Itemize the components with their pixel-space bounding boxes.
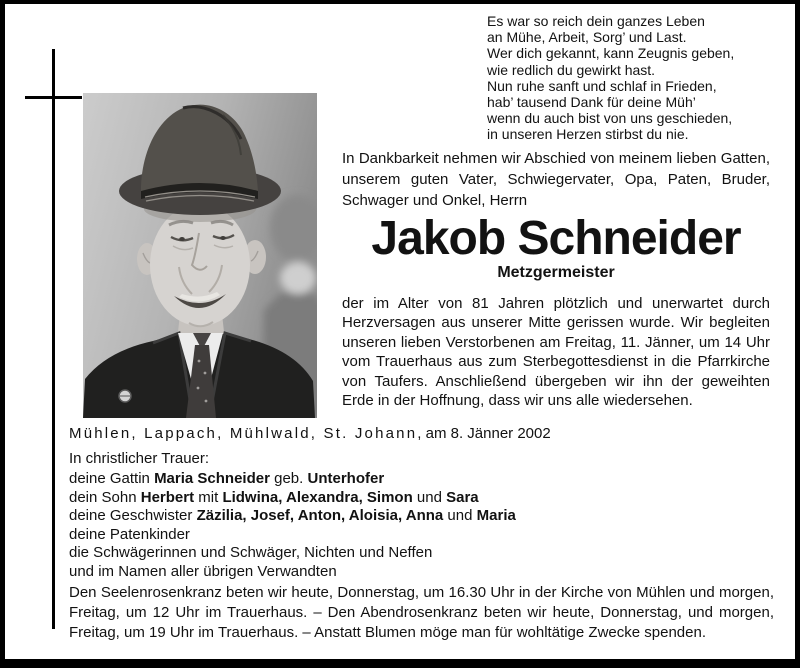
- mourner-name: Herbert: [140, 488, 195, 506]
- poem-line: wenn du auch bist von uns geschieden,: [487, 110, 733, 127]
- mourner-line: [69, 563, 769, 582]
- cross-icon-bar: [25, 96, 82, 99]
- mourner-line: [69, 526, 769, 545]
- mourner-name: Lidwina, Alexandra, Simon: [222, 488, 413, 506]
- dateline: [69, 425, 551, 442]
- intro-paragraph: In Dankbarkeit nehmen wir Abschied von meinem lieben Gatten, unserem guten Vater, Schwiegervater, Opa, Paten, Bruder, Schwager und Onkel, Herrn: [342, 150, 770, 209]
- mourner-name: Maria Schneider: [154, 470, 270, 487]
- mourner-relation: und: [412, 488, 447, 506]
- mourners-list: [69, 470, 769, 582]
- poem-line: Nun ruhe sanft und schlaf in Frieden,: [487, 77, 717, 94]
- mourner-relation: deine Geschwister: [69, 507, 197, 525]
- mourner-relation: geb.: [269, 470, 308, 487]
- mourner-line: [69, 489, 769, 508]
- poem-line: an Mühe, Arbeit, Sorg’ und Last.: [487, 29, 687, 46]
- poem-line: in unseren Herzen stirbst du nie.: [487, 126, 689, 143]
- mourner-line: [69, 544, 769, 563]
- poem-line: Es war so reich dein ganzes Leben: [487, 13, 705, 29]
- mourner-relation: deine Gattin: [69, 470, 155, 487]
- mourner-relation: und: [443, 507, 477, 525]
- mourner-line: [69, 470, 769, 489]
- mourner-name: Unterhofer: [307, 470, 385, 487]
- mourner-relation: die Schwägerinnen und Schwäger, Nichten und Neffen: [69, 544, 433, 562]
- mourning-label: In christlicher Trauer:: [69, 450, 210, 467]
- mourner-relation: und im Namen aller übrigen Verwandten: [69, 562, 337, 580]
- mourner-relation: deine Patenkinder: [69, 525, 190, 543]
- mourner-relation: mit: [194, 488, 223, 506]
- mourner-name: Sara: [446, 488, 479, 506]
- poem: [487, 13, 777, 143]
- mourner-relation: dein Sohn: [69, 488, 141, 506]
- mourner-name: Zäzilia, Josef, Anton, Aloisia, Anna: [196, 507, 444, 525]
- poem-line: Wer dich gekannt, kann Zeugnis geben,: [487, 45, 735, 62]
- poem-line: hab’ tausend Dank für deine Müh’: [487, 94, 696, 111]
- cross-icon: [52, 49, 55, 629]
- mourner-name: Maria: [476, 507, 516, 525]
- deceased-profession: Metzgermeister: [497, 264, 615, 281]
- announcement-paragraph: der im Alter von 81 Jahren plötzlich und unerwartet durch Herzversagen aus unserer Mitte gerissen wurde. Wir begleiten unseren lieben Verstorbenen am Freitag, 11. Jänner, um 14 Uhr vom Trauerhaus aus zum Sterbegottesdienst in die Pfarrkirche von Taufers. Anschließend übergeben wir ihn der geweihten Erde in der Hoffnung, dass wir uns alle wiedersehen.: [342, 295, 770, 410]
- footer-paragraph: Den Seelenrosenkranz beten wir heute, Donnerstag, um 16.30 Uhr in der Kirche von Mühlen und morgen, Freitag, um 12 Uhr im Trauerhaus. – Den Abendrosenkranz beten wir heute, Donnerstag, und morgen, Freitag, um 19 Uhr im Trauerhaus. – Anstatt Blumen möge man für wohltätige Zwecke spenden.: [69, 584, 774, 641]
- dateline-places: Mühlen, Lappach, Mühlwald, St. Johann,: [69, 425, 424, 442]
- deceased-name: Jakob Schneider: [371, 212, 741, 265]
- lapel-pin: [119, 390, 131, 402]
- mourner-line: [69, 507, 769, 526]
- poem-line: wie redlich du gewirkt hast.: [487, 61, 656, 78]
- portrait-photo: [83, 93, 317, 418]
- dateline-date: am 8. Jänner 2002: [425, 425, 551, 442]
